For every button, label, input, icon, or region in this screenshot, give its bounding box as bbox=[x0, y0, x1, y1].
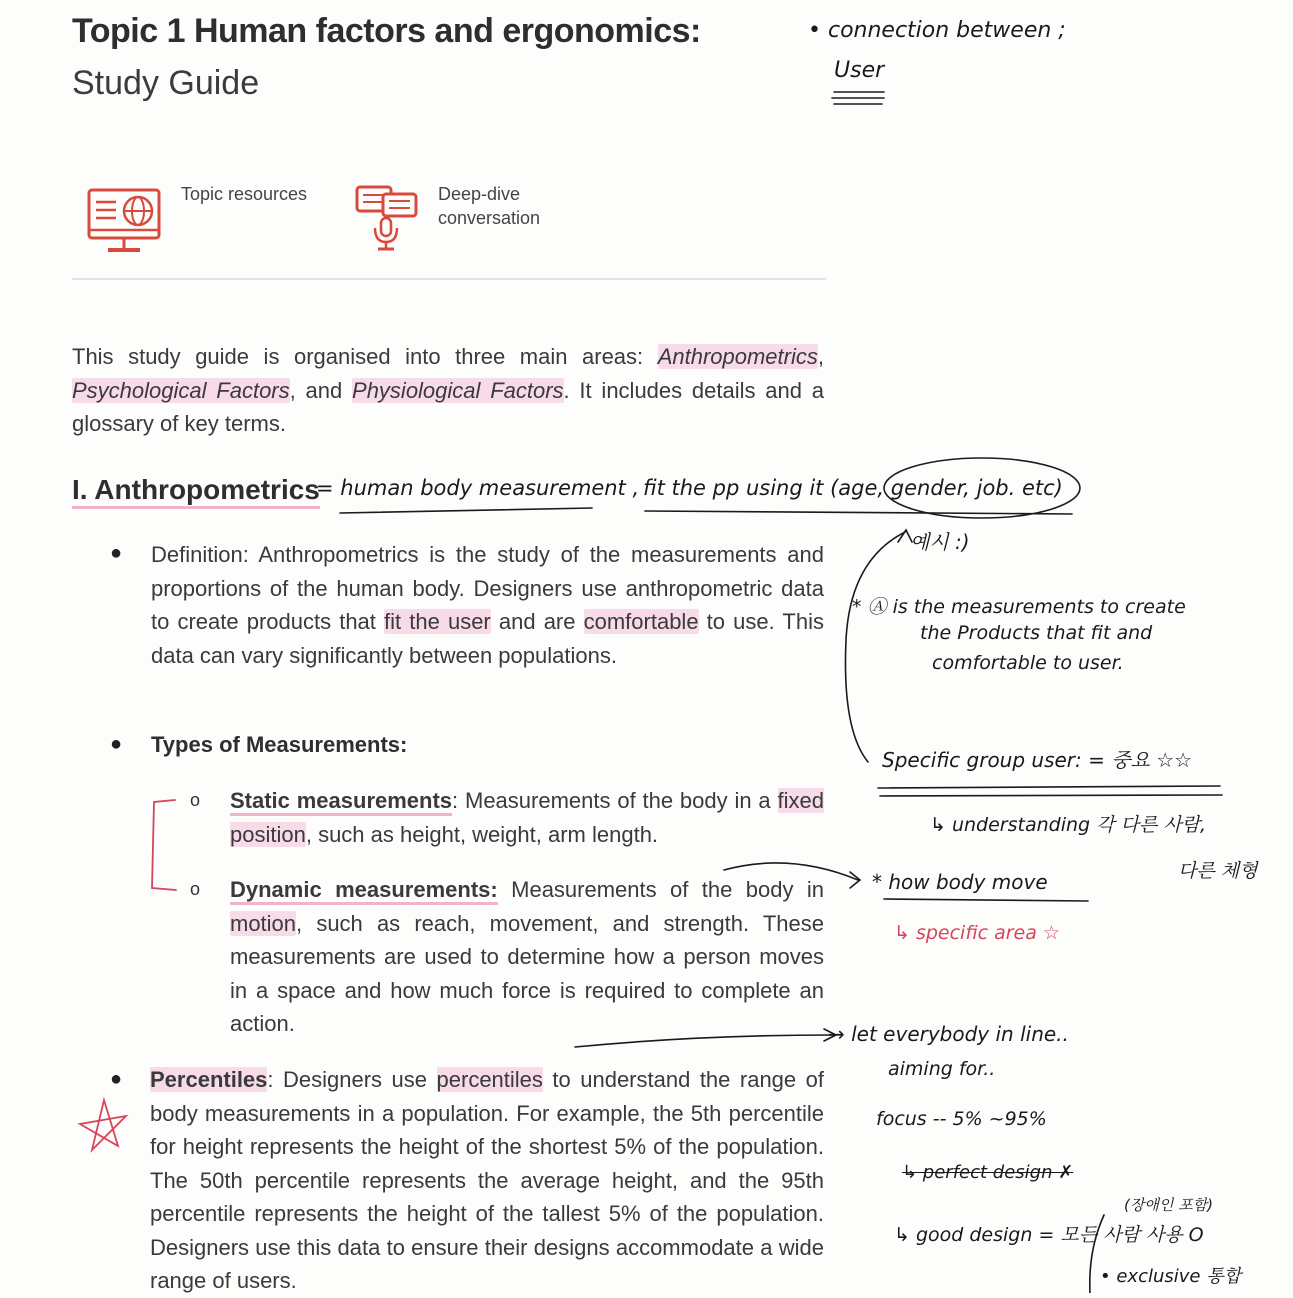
note-specific-area: ↳ specific area ☆ bbox=[894, 922, 1060, 944]
note-connection: • connection between ; bbox=[808, 18, 1066, 43]
percentiles-text: to understand the range of body measurements in a population. For example, the 5th percentile for height represents the height of the shortest 5% of the population. The 50th percentile represents the average height, and the 95th percentile represents the height of the tallest 5% of the population. Designers use this data to ensure their designs accommodate a wide range of users. bbox=[150, 1067, 824, 1293]
note-user: User bbox=[834, 58, 885, 83]
intro-paragraph bbox=[72, 340, 824, 441]
note-everybody: → let everybody in line.. bbox=[828, 1022, 1069, 1046]
note-exclusive: • exclusive 통합 bbox=[1100, 1266, 1241, 1287]
intro-text: . It includes details and a glossary of key terms. bbox=[72, 377, 824, 436]
definition-text: to use. This data can vary significantly between populations. bbox=[151, 609, 824, 668]
topic-resources-link[interactable]: Topic resources bbox=[181, 184, 308, 204]
sub-bullet-icon: o bbox=[190, 790, 201, 810]
note-perfect-design: ↳ perfect design ✗ bbox=[902, 1162, 1074, 1183]
highlight-comfortable: comfortable bbox=[583, 609, 699, 634]
deep-dive-link[interactable] bbox=[438, 182, 540, 230]
definition-paragraph bbox=[151, 538, 824, 672]
chat-microphone-icon[interactable] bbox=[354, 184, 420, 252]
sub-bullet-icon: o bbox=[190, 879, 201, 899]
page-subtitle: Study Guide bbox=[72, 64, 260, 102]
definition-text: and are bbox=[490, 609, 584, 634]
bullet-icon: ● bbox=[110, 733, 123, 755]
monitor-globe-icon[interactable] bbox=[86, 186, 164, 256]
percentiles-paragraph bbox=[150, 1063, 824, 1298]
term-anthropometrics: Anthropometrics bbox=[657, 344, 818, 369]
term-percentiles: Percentiles bbox=[150, 1067, 268, 1092]
definition-text: Definition: Anthropometrics is the study of the measurements and proportions of the human body. Designers use anthropometric data to create products that bbox=[151, 542, 824, 634]
note-specific: Specific group user: = 중요 ☆☆ bbox=[882, 748, 1193, 772]
term-dynamic: Dynamic measurements: bbox=[230, 877, 498, 905]
divider bbox=[72, 278, 826, 280]
highlight-percentiles: percentiles bbox=[436, 1067, 543, 1092]
note-measurement: = human body measurement , bbox=[316, 476, 640, 500]
term-static: Static measurements bbox=[230, 788, 452, 816]
note-example: 예시 :) bbox=[910, 530, 970, 554]
note-fit: fit the pp using it (age, gender, job. etc) bbox=[643, 476, 1063, 500]
note-understanding: ↳ understanding 각 다른 사람, bbox=[930, 814, 1207, 836]
types-heading: Types of Measurements: bbox=[151, 732, 408, 757]
highlight-fit-the-user: fit the user bbox=[384, 609, 491, 634]
note-korean: (장애인 포함) bbox=[1124, 1196, 1213, 1214]
note-how-body: * how body move bbox=[872, 870, 1048, 894]
static-text: , such as height, weight, arm length. bbox=[305, 821, 659, 847]
page-title: Topic 1 Human factors and ergonomics: bbox=[72, 12, 701, 50]
dynamic-text: , such as reach, movement, and strength. These measurements are used to determine how a person moves in a space and how much force is required to complete an action. bbox=[230, 910, 824, 1036]
percentiles-text: : Designers use bbox=[267, 1067, 437, 1092]
static-paragraph bbox=[230, 784, 824, 851]
dynamic-text: Measurements of the body in bbox=[497, 877, 824, 902]
note-a-def-2: the Products that fit and bbox=[920, 622, 1153, 644]
intro-text: , and bbox=[289, 377, 353, 403]
deep-dive-label-line2: conversation bbox=[438, 208, 541, 228]
note-different: 다른 체형 bbox=[1178, 860, 1258, 882]
note-good-design: ↳ good design = 모든 사람 사용 O bbox=[894, 1224, 1204, 1246]
highlight-motion: motion bbox=[230, 910, 297, 936]
highlight-fixed-position: fixed position bbox=[230, 788, 824, 847]
deep-dive-label-line1: Deep-dive bbox=[438, 184, 521, 204]
note-aiming: aiming for.. bbox=[888, 1058, 996, 1080]
bullet-icon: ● bbox=[110, 542, 123, 564]
note-focus: focus -- 5% ~95% bbox=[876, 1108, 1047, 1130]
dynamic-paragraph bbox=[230, 873, 824, 1041]
term-psychological-factors: Psychological Factors bbox=[72, 377, 290, 403]
note-a-def-1: * Ⓐ is the measurements to create bbox=[852, 596, 1186, 618]
section-heading-anthropometrics: I. Anthropometrics bbox=[72, 474, 320, 509]
static-text: : Measurements of the body in a bbox=[452, 788, 778, 813]
bullet-icon: ● bbox=[110, 1068, 123, 1090]
intro-text: This study guide is organised into three main areas: bbox=[72, 344, 658, 369]
note-a-def-3: comfortable to user. bbox=[932, 652, 1124, 674]
intro-text: , bbox=[817, 344, 824, 369]
term-physiological-factors: Physiological Factors bbox=[352, 377, 564, 403]
